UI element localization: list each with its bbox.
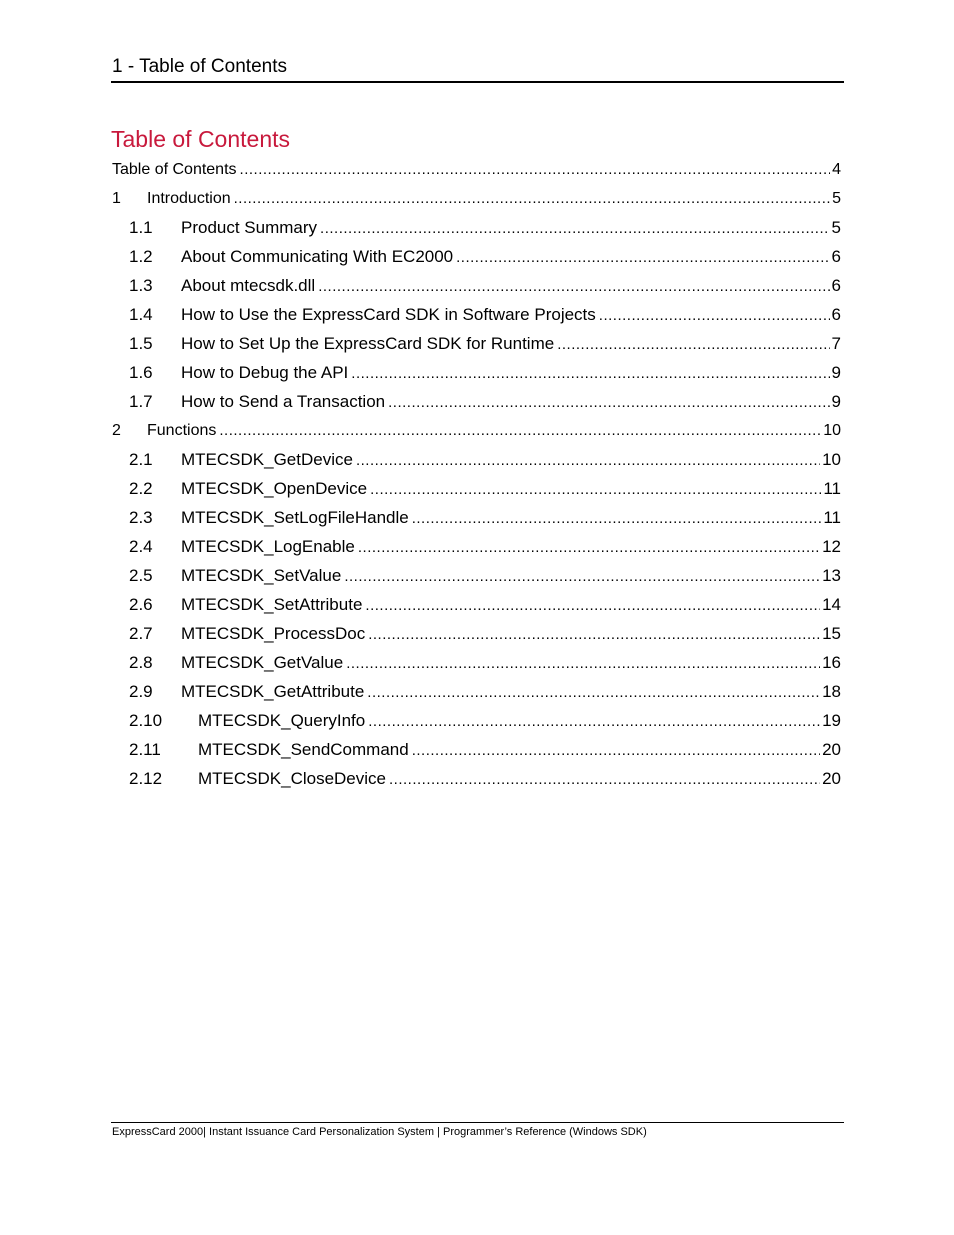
toc-entry-page: 5 [831,218,841,237]
running-header-text: 1 - Table of Contents [112,56,287,77]
toc-entry[interactable] [129,275,841,297]
toc-entry-page: 20 [822,769,841,788]
toc-entry-page: 5 [832,190,841,207]
toc-entry[interactable] [112,188,841,210]
toc-entry-label: MTECSDK_LogEnable [181,537,355,556]
toc-entry-number: 2.11 [129,740,161,759]
toc-entry-number: 2.10 [129,711,163,730]
toc-entry[interactable] [129,246,841,268]
toc-dot-leader [318,276,829,298]
toc-entry-label: Product Summary [181,218,318,237]
toc-entry[interactable] [129,594,841,616]
running-footer [111,1122,844,1138]
toc-dot-leader [219,420,821,442]
toc-title: Table of Contents [111,126,291,152]
toc-dot-leader [367,682,820,704]
toc-entry-page: 9 [831,392,841,411]
toc-dot-leader [351,363,829,385]
toc-entry[interactable] [129,623,841,645]
toc-entry-page: 10 [823,422,841,439]
toc-entry[interactable] [129,565,841,587]
toc-dot-leader [240,159,831,181]
toc-entry-page: 6 [831,276,841,295]
toc-dot-leader [389,769,820,791]
running-header [111,55,844,83]
toc-entry-label: How to Send a Transaction [181,392,386,411]
toc-entry-label: Functions [147,422,217,439]
toc-entry[interactable] [112,159,841,181]
toc-dot-leader [412,508,822,530]
toc-entry-page: 11 [823,508,841,527]
toc-dot-leader [234,188,830,210]
toc-entry[interactable] [129,333,841,355]
toc-dot-leader [346,653,820,675]
toc-dot-leader [599,305,830,327]
toc-entry-label: MTECSDK_CloseDevice [198,769,386,788]
toc-entry[interactable] [129,217,841,239]
toc-entry-label: About mtecsdk.dll [181,276,316,295]
toc-entry-page: 11 [823,479,841,498]
toc-entry-label: MTECSDK_ProcessDoc [181,624,366,643]
toc-entry[interactable] [129,768,841,790]
toc-dot-leader [365,595,820,617]
toc-dot-leader [368,624,820,646]
toc-entry-number: 1.6 [129,363,153,382]
toc-entry-label: MTECSDK_SetAttribute [181,595,363,614]
toc-entry-label: MTECSDK_GetAttribute [181,682,365,701]
toc-entry[interactable] [129,478,841,500]
toc-entry-label: MTECSDK_GetValue [181,653,344,672]
toc-dot-leader [358,537,820,559]
toc-entry-page: 4 [832,161,841,178]
toc-entry-number: 1.3 [129,276,153,295]
toc-entry[interactable] [129,681,841,703]
toc-dot-leader [557,334,829,356]
toc-entry-label: MTECSDK_OpenDevice [181,479,368,498]
toc-entry[interactable] [129,536,841,558]
toc-entry-page: 19 [822,711,841,730]
toc-entry-page: 9 [831,363,841,382]
toc-entry-page: 12 [822,537,841,556]
toc-entry-number: 2 [112,422,121,439]
toc-entry-page: 16 [822,653,841,672]
toc-entry[interactable] [112,420,841,442]
toc-entry-label: MTECSDK_SetValue [181,566,342,585]
toc-entry-page: 6 [831,247,841,266]
toc-entry-number: 2.8 [129,653,153,672]
toc-dot-leader [344,566,820,588]
toc-entry-number: 2.1 [129,450,153,469]
toc-entry-number: 2.2 [129,479,153,498]
toc-entry-page: 13 [822,566,841,585]
toc-entry[interactable] [129,449,841,471]
toc-entry[interactable] [129,362,841,384]
toc-dot-leader [356,450,820,472]
toc-entry-page: 15 [822,624,841,643]
toc-entry-number: 1.5 [129,334,153,353]
toc-entry[interactable] [129,652,841,674]
toc-entry-page: 10 [822,450,841,469]
toc-entry-number: 1.4 [129,305,153,324]
toc-dot-leader [388,392,829,414]
toc-entry-label: MTECSDK_SetLogFileHandle [181,508,409,527]
toc-entry-number: 2.5 [129,566,153,585]
toc-dot-leader [370,479,821,501]
toc-entry-page: 14 [822,595,841,614]
toc-entry-number: 1.2 [129,247,153,266]
toc-entry-number: 2.3 [129,508,153,527]
toc-entry[interactable] [129,710,841,732]
toc-entry-label: About Communicating With EC2000 [181,247,454,266]
toc-entry-page: 20 [822,740,841,759]
toc-entry-number: 1.7 [129,392,153,411]
toc-entry-label: MTECSDK_GetDevice [181,450,353,469]
toc-entry-page: 6 [831,305,841,324]
toc-entry-page: 18 [822,682,841,701]
toc-entry-label: How to Set Up the ExpressCard SDK for Runtime [181,334,555,353]
toc-entry-number: 2.4 [129,537,153,556]
toc-entry-number: 1.1 [129,218,153,237]
toc-entry[interactable] [129,507,841,529]
toc-entry[interactable] [129,391,841,413]
toc-entry[interactable] [129,739,841,761]
toc-entry-number: 2.6 [129,595,153,614]
toc-entry-number: 1 [112,190,121,207]
toc-dot-leader [412,740,820,762]
toc-dot-leader [456,247,829,269]
toc-dot-leader [320,218,829,240]
toc-entry-label: Introduction [147,190,231,207]
running-footer-text: ExpressCard 2000| Instant Issuance Card Personalization System | Programmer’s Reference (Windows SDK) [112,1126,647,1138]
toc-entry-page: 7 [831,334,841,353]
toc-entry-label: How to Use the ExpressCard SDK in Software Projects [181,305,596,324]
toc-entry-number: 2.7 [129,624,153,643]
toc-entry-label: MTECSDK_SendCommand [198,740,409,759]
toc-entry-label: How to Debug the API [181,363,349,382]
toc-dot-leader [368,711,820,733]
toc-entry-number: 2.12 [129,769,163,788]
toc-entry-label: Table of Contents [112,161,237,178]
toc-entry-label: MTECSDK_QueryInfo [198,711,366,730]
toc-entry-number: 2.9 [129,682,153,701]
toc-entry[interactable] [129,304,841,326]
